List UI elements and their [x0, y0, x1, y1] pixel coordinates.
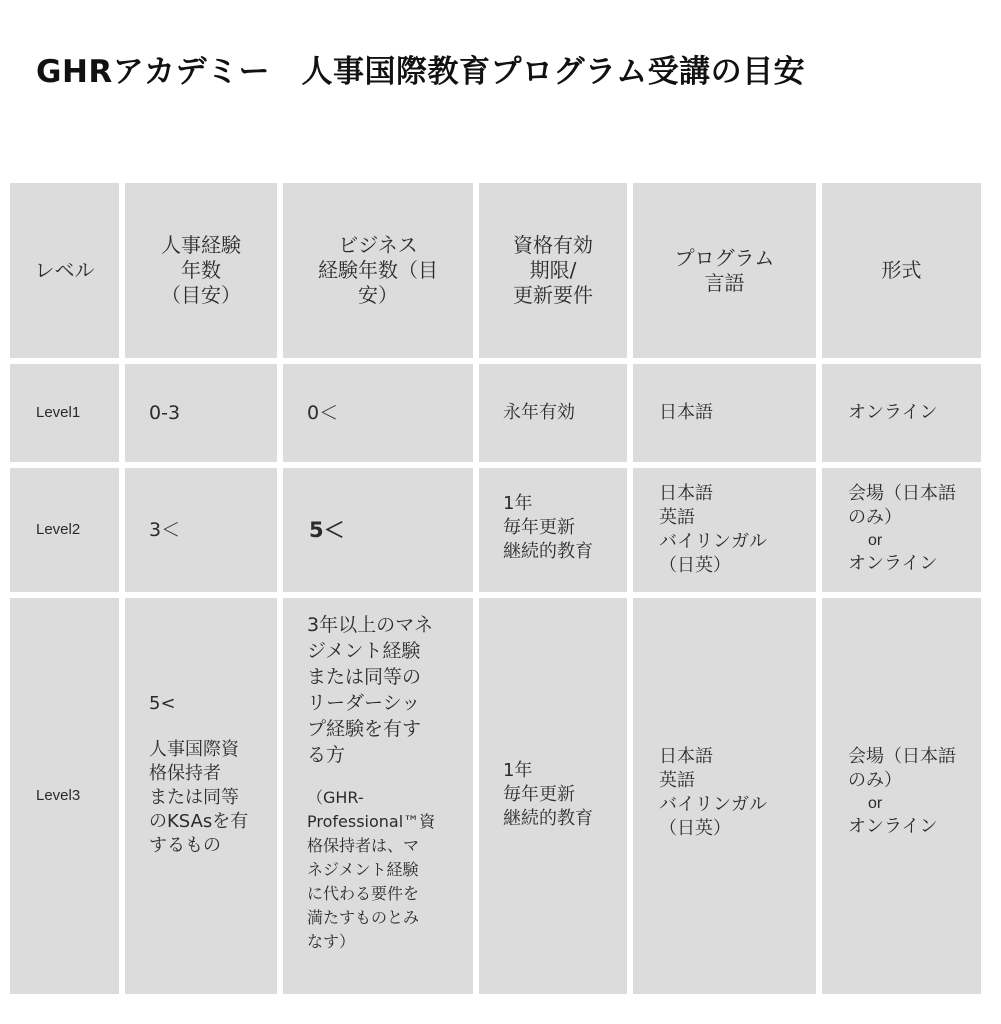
header-business-years: ビジネス 経験年数（目 安） [283, 183, 473, 358]
level2-format-venue: 会場（日本語 のみ） [848, 483, 956, 528]
level2-format-or: or [868, 532, 883, 549]
header-level: レベル [10, 183, 119, 358]
level2-format [822, 468, 981, 592]
level3-format [822, 598, 981, 994]
header-format: 形式 [822, 183, 981, 358]
level3-hr-years [125, 598, 277, 994]
level2-language: 日本語 英語 バイリンガル （日英） [633, 468, 816, 592]
level3-level: Level3 [10, 598, 119, 994]
level1-validity: 永年有効 [479, 364, 627, 462]
level3-business-years-note: （GHR- Professional™資 格保持者は、マ ネジメント経験 に代わる要件を 満たすものとみ なす） [307, 788, 436, 951]
header-language: プログラム 言語 [633, 183, 816, 358]
level2-validity: 1年 毎年更新 継続的教育 [479, 468, 627, 592]
level2-business-years: 5＜ [283, 468, 473, 592]
level3-language: 日本語 英語 バイリンガル （日英） [633, 598, 816, 994]
level3-hr-years-condition: 人事国際資 格保持者 または同等 のKSAsを有 するもの [149, 739, 249, 856]
level1-hr-years: 0-3 [125, 364, 277, 462]
level3-format-venue: 会場（日本語 のみ） [848, 746, 956, 791]
page-title: GHRアカデミー 人事国際教育プログラム受講の目安 [36, 54, 806, 90]
header-validity: 資格有効 期限/ 更新要件 [479, 183, 627, 358]
level2-format-online: オンライン [848, 553, 938, 574]
level3-format-online: オンライン [848, 816, 938, 837]
level3-format-or: or [868, 795, 883, 812]
level2-level: Level2 [10, 468, 119, 592]
level3-business-years [283, 598, 473, 994]
header-hr-years: 人事経験 年数 （目安） [125, 183, 277, 358]
level3-hr-years-value: 5< [149, 693, 176, 714]
level2-hr-years: 3＜ [125, 468, 277, 592]
level1-business-years: 0＜ [283, 364, 473, 462]
level1-format: オンライン [822, 364, 981, 462]
level3-business-years-main: 3年以上のマネ ジメント経験 または同等の リーダーシッ プ経験を有す る方 [307, 614, 434, 766]
level1-language: 日本語 [633, 364, 816, 462]
level3-validity: 1年 毎年更新 継続的教育 [479, 598, 627, 994]
level1-level: Level1 [10, 364, 119, 462]
